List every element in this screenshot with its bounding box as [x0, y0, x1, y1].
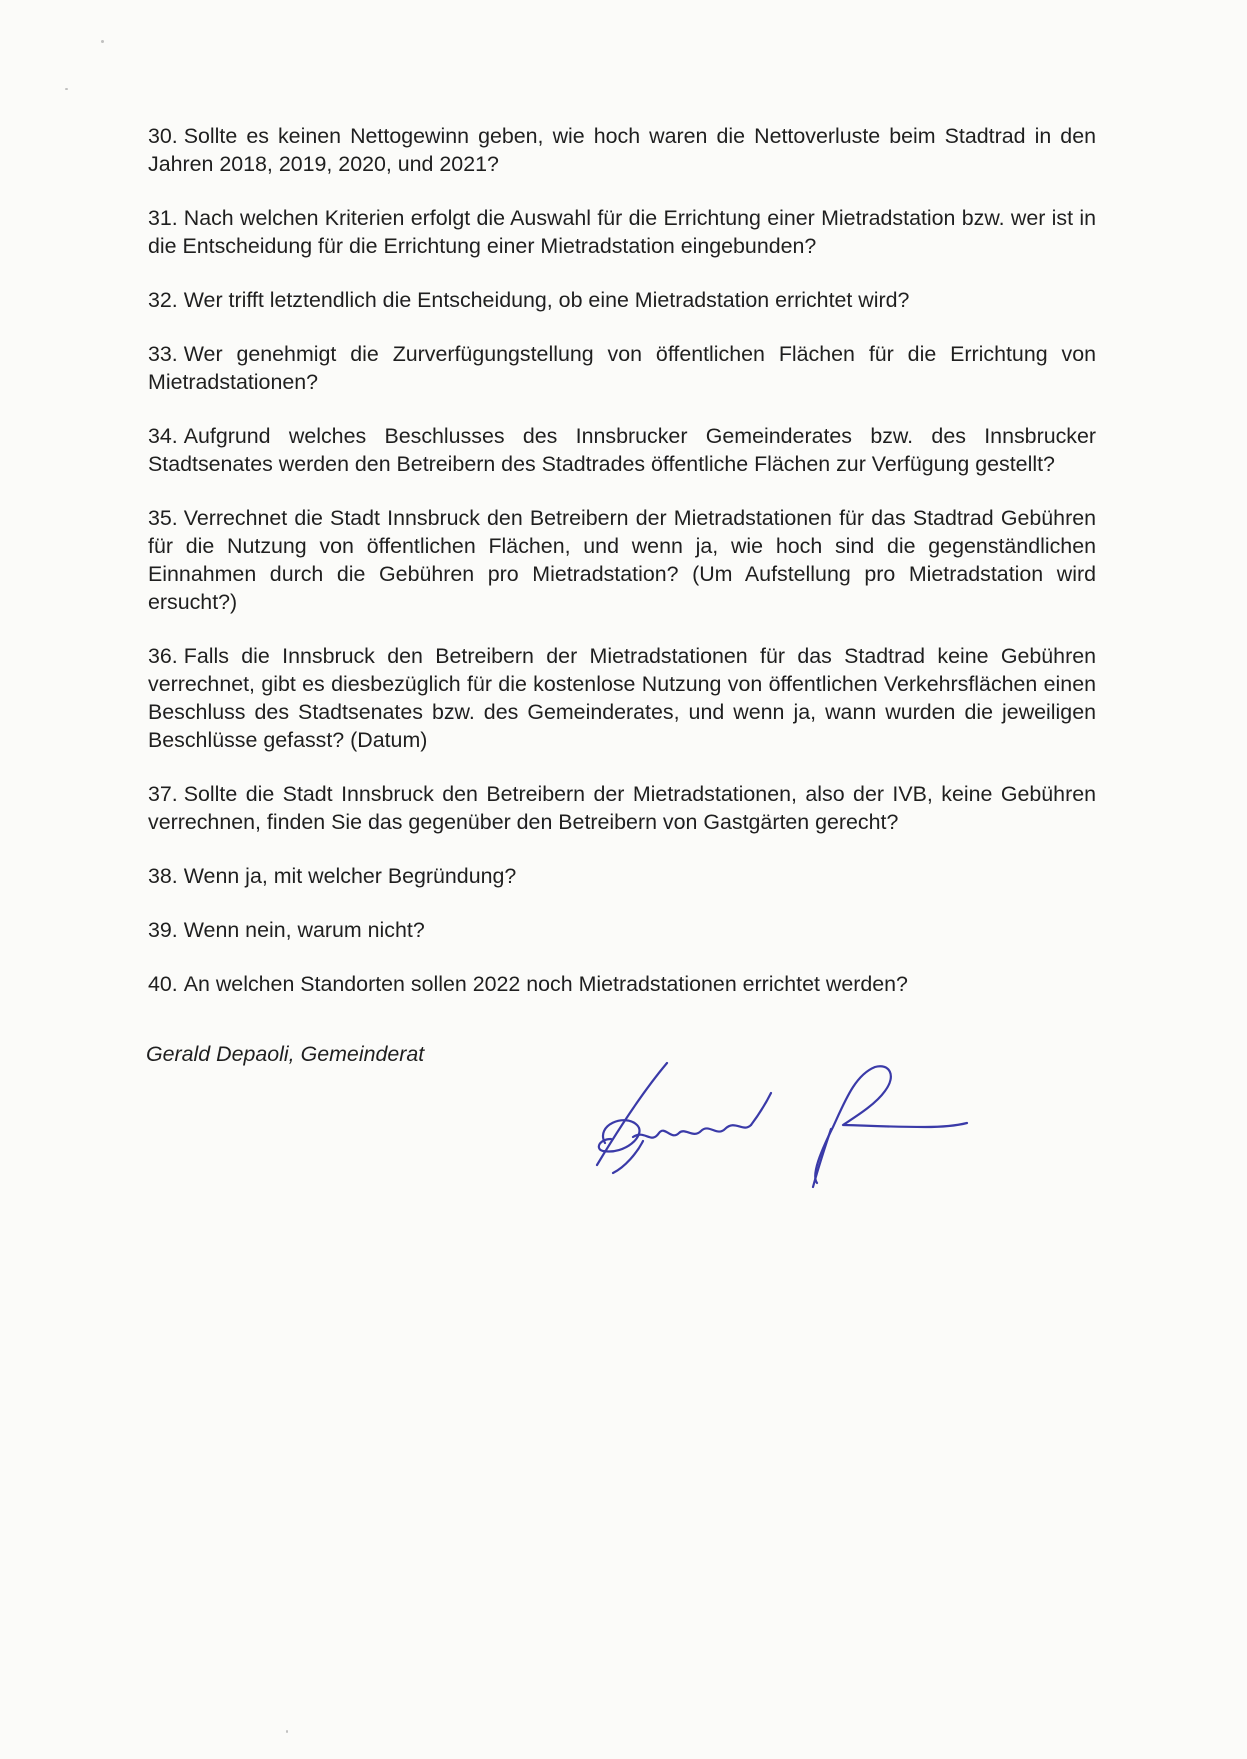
signature-strokes: [597, 1063, 967, 1187]
question-item: [148, 862, 1096, 890]
question-number: 37.: [148, 782, 178, 806]
question-number: 36.: [148, 644, 178, 668]
signatory-name: Gerald Depaoli, Gemeinderat: [146, 1042, 425, 1066]
question-number: 34.: [148, 424, 178, 448]
scan-speck: [65, 88, 68, 90]
question-list: [148, 122, 1096, 1024]
scan-speck: [101, 40, 104, 43]
question-number: 38.: [148, 864, 178, 888]
question-text: Falls die Innsbruck den Betreibern der Mietradstationen für das Stadtrad keine Gebühren verrechnet, gibt es diesbezüglich für die kostenlose Nutzung von öffentlichen Verkehrsflächen einen Beschluss des Stadtsenates bzw. des Gemeinderates, und wenn ja, wann wurden die jeweiligen Beschlüsse gefasst? (Datum): [148, 644, 1096, 752]
question-item: [148, 916, 1096, 944]
question-number: 35.: [148, 506, 178, 530]
question-text: Sollte die Stadt Innsbruck den Betreibern der Mietradstationen, also der IVB, keine Gebühren verrechnen, finden Sie das gegenüber den Betreibern von Gastgärten gerecht?: [148, 782, 1096, 834]
question-number: 31.: [148, 206, 178, 230]
question-text: Sollte es keinen Nettogewinn geben, wie hoch waren die Nettoverluste beim Stadtrad in den Jahren 2018, 2019, 2020, und 2021?: [148, 124, 1096, 176]
handwritten-signature: [585, 1055, 975, 1200]
question-text: Wer genehmigt die Zurverfügungstellung von öffentlichen Flächen für die Errichtung von Mietradstationen?: [148, 342, 1096, 394]
question-item: [148, 422, 1096, 478]
question-text: Wenn ja, mit welcher Begründung?: [183, 864, 517, 888]
question-text: Wenn nein, warum nicht?: [183, 918, 425, 942]
question-text: Nach welchen Kriterien erfolgt die Auswahl für die Errichtung einer Mietradstation bzw. wer ist in die Entscheidung für die Errichtung einer Mietradstation eingebunden?: [148, 206, 1096, 258]
question-item: [148, 642, 1096, 754]
question-item: [148, 204, 1096, 260]
scan-speck: [286, 1730, 288, 1733]
question-number: 32.: [148, 288, 178, 312]
question-text: An welchen Standorten sollen 2022 noch Mietradstationen errichtet werden?: [183, 972, 908, 996]
question-item: [148, 122, 1096, 178]
question-text: Aufgrund welches Beschlusses des Innsbrucker Gemeinderates bzw. des Innsbrucker Stadtsenates werden den Betreibern des Stadtrades öffentliche Flächen zur Verfügung gestellt?: [148, 424, 1096, 476]
question-item: [148, 780, 1096, 836]
question-number: 33.: [148, 342, 178, 366]
question-item: [148, 286, 1096, 314]
question-item: [148, 340, 1096, 396]
question-item: [148, 504, 1096, 616]
question-text: Verrechnet die Stadt Innsbruck den Betreibern der Mietradstationen für das Stadtrad Gebühren für die Nutzung von öffentlichen Flächen, und wenn ja, wie hoch sind die gegenständlichen Einnahmen durch die Gebühren pro Mietradstation? (Um Aufstellung pro Mietradstation wird ersucht?): [148, 506, 1096, 614]
question-number: 39.: [148, 918, 178, 942]
question-number: 30.: [148, 124, 178, 148]
question-item: [148, 970, 1096, 998]
question-number: 40.: [148, 972, 178, 996]
question-text: Wer trifft letztendlich die Entscheidung, ob eine Mietradstation errichtet wird?: [183, 288, 910, 312]
